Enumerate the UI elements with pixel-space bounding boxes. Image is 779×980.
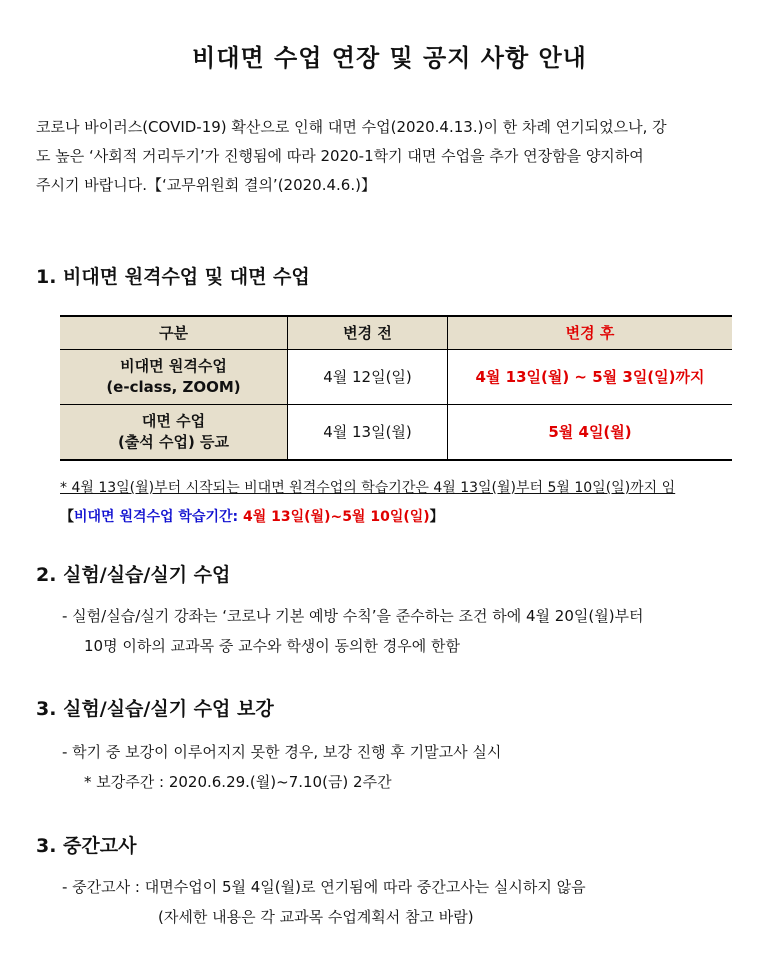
section-heading-makeup-classes: 3. 실험/실습/실기 수업 보강 (36, 698, 274, 720)
cell-after: 5월 4일(월) (448, 404, 733, 460)
table-row (60, 404, 732, 460)
midterm-text (62, 872, 752, 932)
cell-before: 4월 12일(일) (288, 349, 448, 404)
row-label-line: (출석 수업) 등교 (117, 432, 230, 451)
text-line: - 학기 중 보강이 이루어지지 못한 경우, 보강 진행 후 기말고사 실시 (62, 743, 502, 761)
study-period-summary (60, 506, 444, 526)
study-period-note: * 4월 13일(월)부터 시작되는 비대면 원격수업의 학습기간은 4월 13일(월)부터 5월 10일(일)까지 임 (60, 480, 676, 496)
text-line: (자세한 내용은 각 교과목 수업계획서 참고 바람) (158, 908, 474, 926)
text-line: * 보강주간 : 2020.6.29.(월)~7.10(금) 2주간 (84, 773, 392, 791)
text-line: - 실험/실습/실기 강좌는 ‘코로나 기본 예방 수칙’을 준수하는 조건 하에 4월 20일(월)부터 (62, 607, 644, 625)
row-label-line: 대면 수업 (141, 411, 206, 430)
intro-line: 도 높은 ‘사회적 거리두기’가 진행됨에 따라 2020-1학기 대면 수업을 추가 연장함을 양지하여 (36, 147, 644, 165)
text-line: - 중간고사 : 대면수업이 5월 4일(월)로 연기됨에 따라 중간고사는 실시하지 않음 (62, 878, 586, 896)
cell-before: 4월 13일(월) (288, 404, 448, 460)
period-label: 비대면 원격수업 학습기간: (74, 509, 239, 525)
row-label-line: (e-class, ZOOM) (106, 377, 241, 396)
table-row (60, 349, 732, 404)
intro-paragraph (36, 113, 748, 200)
column-header-after: 변경 후 (448, 316, 733, 349)
row-label (60, 404, 288, 460)
period-value: 4월 13일(월)~5월 10일(일) (238, 509, 430, 525)
bracket-open: 【 (60, 509, 74, 525)
section-heading-online-offline: 1. 비대면 원격수업 및 대면 수업 (36, 266, 310, 288)
row-label-line: 비대면 원격수업 (120, 356, 227, 375)
column-header-category: 구분 (60, 316, 288, 349)
makeup-classes-text (62, 737, 752, 797)
cell-after: 4월 13일(월) ~ 5월 3일(일)까지 (448, 349, 733, 404)
column-header-before: 변경 전 (288, 316, 448, 349)
row-label (60, 349, 288, 404)
intro-line: 주시기 바랍니다.【‘교무위원회 결의’(2020.4.6.)】 (36, 176, 376, 194)
lab-classes-text (62, 601, 752, 661)
section-heading-midterm: 3. 중간고사 (36, 835, 137, 857)
bracket-close: 】 (429, 509, 444, 525)
intro-line: 코로나 바이러스(COVID-19) 확산으로 인해 대면 수업(2020.4.13.)이 한 차례 연기되었으나, 강 (36, 118, 667, 136)
page-title: 비대면 수업 연장 및 공지 사항 안내 (192, 44, 587, 72)
text-line: 10명 이하의 교과목 중 교수와 학생이 동의한 경우에 한함 (84, 637, 461, 655)
table-header-row (60, 316, 732, 349)
section-heading-lab-classes: 2. 실험/실습/실기 수업 (36, 564, 231, 586)
schedule-table (60, 315, 732, 461)
